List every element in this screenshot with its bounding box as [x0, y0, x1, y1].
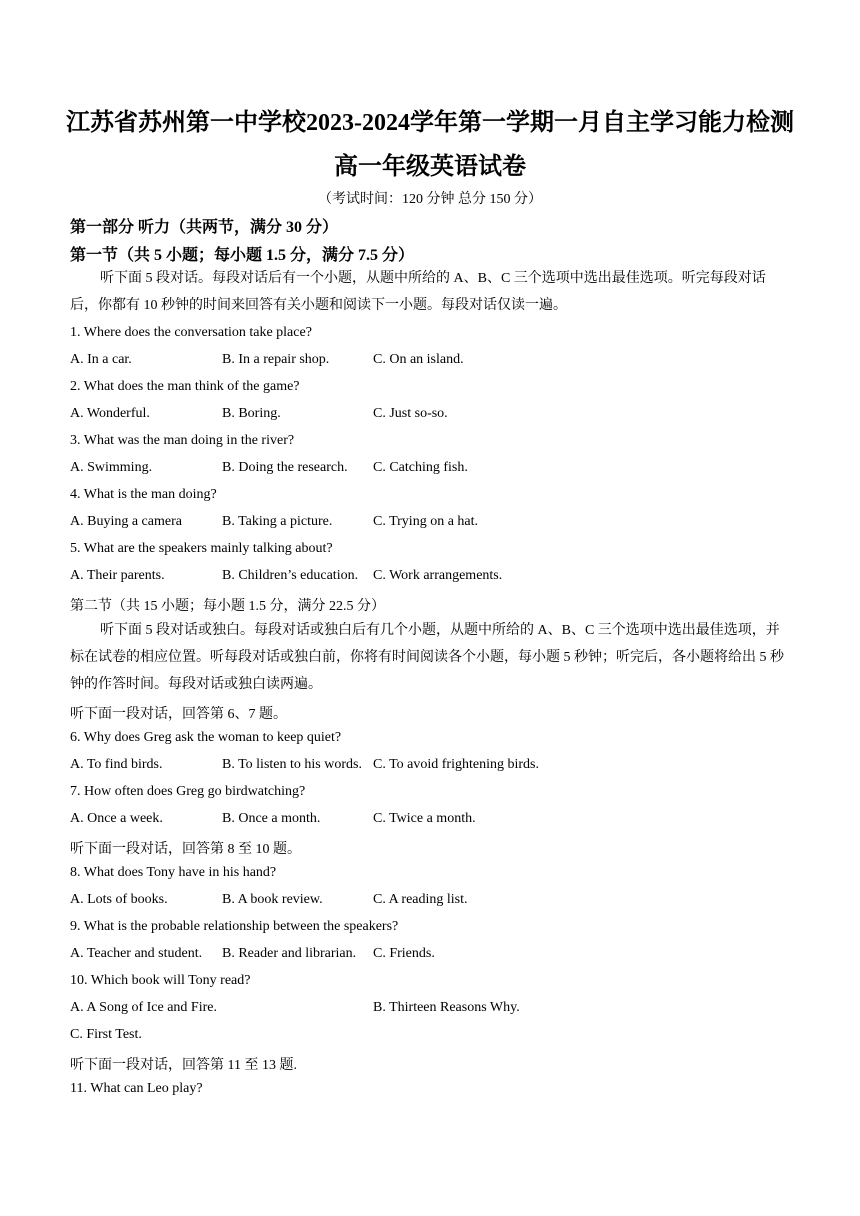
q10-option-a: A. A Song of Ice and Fire.: [70, 1000, 217, 1015]
question-9: 9. What is the probable relationship between the speakers?: [70, 919, 399, 934]
q5-option-c: C. Work arrangements.: [373, 568, 503, 583]
section2-instructions: 听下面 5 段对话或独白。每段对话或独白后有几个小题，从题中所给的 A、B、C 三个选项中选出最佳选项，并标在试卷的相应位置。听每段对话或独白前，你将有时间阅读各个小题，每小题 5 秒钟；听完后，各小题将给出 5 秒钟的作答时间。每段对话或独白读两遍。: [70, 623, 784, 692]
q7-option-b: B. Once a month.: [222, 811, 321, 826]
q2-option-c: C. Just so-so.: [373, 406, 448, 421]
question-8: 8. What does Tony have in his hand?: [70, 865, 277, 880]
question-2: 2. What does the man think of the game?: [70, 379, 300, 394]
q7-option-c: C. Twice a month.: [373, 811, 476, 826]
q5-option-a: A. Their parents.: [70, 568, 165, 583]
q8-option-c: C. A reading list.: [373, 892, 468, 907]
q3-option-b: B. Doing the research.: [222, 460, 348, 475]
q8-option-a: A. Lots of books.: [70, 892, 168, 907]
q9-option-b: B. Reader and librarian.: [222, 946, 357, 961]
q6-option-a: A. To find birds.: [70, 757, 163, 772]
direction-11-13: 听下面一段对话，回答第 11 至 13 题.: [70, 1058, 297, 1073]
q10-option-b: B. Thirteen Reasons Why.: [373, 1000, 520, 1015]
q3-option-a: A. Swimming.: [70, 460, 153, 475]
question-3: 3. What was the man doing in the river?: [70, 433, 295, 448]
question-7: 7. How often does Greg go birdwatching?: [70, 784, 306, 799]
question-5: 5. What are the speakers mainly talking about?: [70, 541, 333, 556]
q6-option-b: B. To listen to his words.: [222, 757, 362, 772]
question-6: 6. Why does Greg ask the woman to keep quiet?: [70, 730, 342, 745]
section1-instructions: 听下面 5 段对话。每段对话后有一个小题，从题中所给的 A、B、C 三个选项中选出最佳选项。听完每段对话后，你都有 10 秒钟的时间来回答有关小题和阅读下一小题。每段对话仅读一遍。: [70, 271, 766, 313]
direction-8-10: 听下面一段对话，回答第 8 至 10 题。: [70, 842, 301, 857]
question-10: 10. Which book will Tony read?: [70, 973, 251, 988]
exam-title-line1: 江苏省苏州第一中学校2023-2024学年第一学期一月自主学习能力检测: [66, 110, 794, 136]
q5-option-b: B. Children’s education.: [222, 568, 359, 583]
q2-option-b: B. Boring.: [222, 406, 281, 421]
q7-option-a: A. Once a week.: [70, 811, 163, 826]
q4-option-a: A. Buying a camera: [70, 514, 182, 529]
direction-6-7: 听下面一段对话，回答第 6、7 题。: [70, 707, 287, 722]
exam-title-line2: 高一年级英语试卷: [334, 154, 526, 180]
q4-option-b: B. Taking a picture.: [222, 514, 333, 529]
section1-heading: 第一节（共 5 小题；每小题 1.5 分，满分 7.5 分）: [70, 247, 415, 264]
question-1: 1. Where does the conversation take place?: [70, 325, 312, 340]
q6-option-c: C. To avoid frightening birds.: [373, 757, 539, 772]
q9-option-a: A. Teacher and student.: [70, 946, 203, 961]
q1-option-c: C. On an island.: [373, 352, 464, 367]
question-11: 11. What can Leo play?: [70, 1081, 203, 1096]
question-4: 4. What is the man doing?: [70, 487, 217, 502]
q3-option-c: C. Catching fish.: [373, 460, 468, 475]
q10-option-c: C. First Test.: [70, 1027, 142, 1042]
exam-info: （考试时间：120 分钟 总分 150 分）: [318, 192, 542, 207]
section2-heading: 第二节（共 15 小题；每小题 1.5 分，满分 22.5 分）: [70, 599, 385, 614]
q2-option-a: A. Wonderful.: [70, 406, 150, 421]
q8-option-b: B. A book review.: [222, 892, 323, 907]
part1-heading: 第一部分 听力（共两节，满分 30 分）: [70, 219, 339, 236]
q4-option-c: C. Trying on a hat.: [373, 514, 479, 529]
q9-option-c: C. Friends.: [373, 946, 435, 961]
q1-option-a: A. In a car.: [70, 352, 132, 367]
q1-option-b: B. In a repair shop.: [222, 352, 330, 367]
